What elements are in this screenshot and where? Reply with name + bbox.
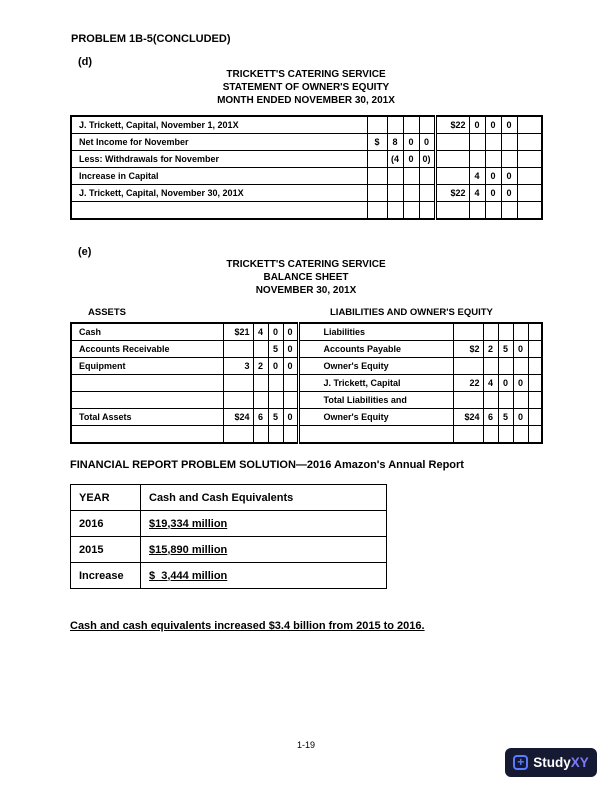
oe-amount-cell	[501, 134, 517, 151]
bs-amount-cell: 0	[268, 358, 283, 375]
bs-amount-cell	[453, 392, 483, 409]
bs-amount-cell: 6	[483, 409, 498, 426]
statement-date: NOVEMBER 30, 201X	[255, 285, 357, 296]
oe-amount-cell	[403, 168, 419, 185]
bs-asset-desc-cell: Equipment	[71, 358, 223, 375]
bs-amount-cell	[513, 358, 528, 375]
bs-amount-cell	[498, 392, 513, 409]
bs-amount-cell: 5	[268, 409, 283, 426]
oe-amount-cell: 0	[403, 134, 419, 151]
bs-amount-cell: 5	[498, 341, 513, 358]
balance-sheet-table	[70, 322, 543, 444]
oe-amount-cell: 0	[419, 134, 435, 151]
statement-title: STATEMENT OF OWNER'S EQUITY	[222, 82, 390, 93]
bs-liability-desc-cell: Total Liabilities and	[298, 392, 453, 409]
bs-amount-cell	[513, 323, 528, 341]
bs-amount-cell: $24	[453, 409, 483, 426]
value-cell	[141, 537, 387, 563]
bs-liability-desc-cell: Owner's Equity	[298, 409, 453, 426]
oe-amount-cell	[485, 202, 501, 220]
table-row	[71, 134, 542, 151]
cash-value: $19,334 million	[149, 517, 228, 530]
bs-amount-cell	[498, 426, 513, 444]
bs-amount-cell	[223, 392, 253, 409]
table-row	[71, 563, 387, 589]
oe-amount-cell: $22	[435, 116, 469, 134]
table-row	[71, 168, 542, 185]
company-name: TRICKETT'S CATERING SERVICE	[226, 259, 386, 270]
table-row	[71, 511, 387, 537]
bs-liability-desc-cell	[298, 426, 453, 444]
bs-amount-cell	[283, 426, 298, 444]
bs-asset-desc-cell	[71, 392, 223, 409]
year-cell: 2015	[71, 537, 141, 563]
financial-report-title: FINANCIAL REPORT PROBLEM SOLUTION—2016 Amazon's Annual Report	[70, 459, 464, 471]
bs-blank-cell	[528, 341, 542, 358]
bs-amount-cell: 0	[513, 341, 528, 358]
cash-value: $15,890 million	[149, 543, 228, 556]
table-row	[71, 358, 542, 375]
oe-blank-cell	[517, 185, 542, 202]
year-header-cell: YEAR	[71, 485, 141, 511]
bs-amount-cell	[223, 341, 253, 358]
bs-amount-cell: 0	[283, 409, 298, 426]
bs-blank-cell	[528, 375, 542, 392]
oe-amount-cell	[387, 185, 403, 202]
bs-amount-cell: 6	[253, 409, 268, 426]
table-row	[71, 537, 387, 563]
studyxy-logo	[505, 748, 597, 777]
oe-desc-cell	[71, 202, 367, 220]
oe-desc-cell: Increase in Capital	[71, 168, 367, 185]
bs-asset-desc-cell: Cash	[71, 323, 223, 341]
oe-amount-cell	[435, 202, 469, 220]
bs-amount-cell	[283, 392, 298, 409]
conclusion-note: Cash and cash equivalents increased $3.4 billion from 2015 to 2016.	[70, 620, 425, 632]
bs-amount-cell: 0	[283, 323, 298, 341]
bs-amount-cell	[253, 426, 268, 444]
bs-asset-desc-cell	[71, 426, 223, 444]
balance-sheet-heading	[0, 258, 612, 297]
oe-amount-cell: 4	[469, 185, 485, 202]
bs-amount-cell	[483, 426, 498, 444]
bs-amount-cell	[223, 426, 253, 444]
oe-desc-cell: J. Trickett, Capital, November 30, 201X	[71, 185, 367, 202]
assets-column-header: ASSETS	[88, 307, 127, 318]
oe-amount-cell	[435, 134, 469, 151]
page-number: 1-19	[296, 740, 315, 750]
cash-value: $ 3,444 million	[149, 569, 228, 582]
bs-liability-desc-cell: J. Trickett, Capital	[298, 375, 453, 392]
statement-period: MONTH ENDED NOVEMBER 30, 201X	[217, 95, 395, 106]
oe-amount-cell: 0	[469, 116, 485, 134]
problem-title: PROBLEM 1B-5(CONCLUDED)	[71, 33, 231, 45]
bs-amount-cell: 0	[283, 341, 298, 358]
bs-amount-cell	[453, 426, 483, 444]
oe-amount-cell	[469, 134, 485, 151]
table-row	[71, 151, 542, 168]
statement-title: BALANCE SHEET	[263, 272, 349, 283]
oe-amount-cell: $	[367, 134, 387, 151]
oe-blank-cell	[517, 134, 542, 151]
bs-asset-desc-cell	[71, 375, 223, 392]
value-cell	[141, 511, 387, 537]
oe-amount-cell	[419, 116, 435, 134]
oe-amount-cell	[435, 151, 469, 168]
bs-blank-cell	[528, 323, 542, 341]
bs-amount-cell: 0	[283, 358, 298, 375]
bs-amount-cell: 4	[253, 323, 268, 341]
bs-amount-cell	[223, 375, 253, 392]
oe-amount-cell: 0	[501, 116, 517, 134]
owners-equity-heading	[0, 68, 612, 107]
oe-amount-cell	[485, 134, 501, 151]
bs-amount-cell	[513, 392, 528, 409]
oe-blank-cell	[517, 116, 542, 134]
bs-amount-cell: 22	[453, 375, 483, 392]
oe-blank-cell	[517, 151, 542, 168]
oe-amount-cell	[469, 202, 485, 220]
oe-amount-cell	[419, 168, 435, 185]
bs-liability-desc-cell: Accounts Payable	[298, 341, 453, 358]
year-cell: Increase	[71, 563, 141, 589]
oe-amount-cell	[403, 116, 419, 134]
bs-amount-cell	[498, 323, 513, 341]
owners-equity-table	[70, 115, 543, 220]
oe-amount-cell: 0	[485, 168, 501, 185]
bs-amount-cell: 5	[268, 341, 283, 358]
oe-amount-cell	[387, 116, 403, 134]
oe-amount-cell: 0	[403, 151, 419, 168]
oe-blank-cell	[517, 202, 542, 220]
bs-amount-cell: $21	[223, 323, 253, 341]
oe-amount-cell	[367, 116, 387, 134]
oe-amount-cell	[367, 185, 387, 202]
oe-desc-cell: Less: Withdrawals for November	[71, 151, 367, 168]
part-d-label: (d)	[78, 56, 93, 68]
year-cell: 2016	[71, 511, 141, 537]
table-row	[71, 392, 542, 409]
bs-amount-cell	[268, 426, 283, 444]
table-row	[71, 185, 542, 202]
bs-amount-cell: 5	[498, 409, 513, 426]
table-row	[71, 341, 542, 358]
bs-asset-desc-cell: Accounts Receivable	[71, 341, 223, 358]
bs-amount-cell	[483, 323, 498, 341]
table-row	[71, 116, 542, 134]
bs-asset-desc-cell: Total Assets	[71, 409, 223, 426]
bs-amount-cell: 2	[483, 341, 498, 358]
oe-amount-cell: 8	[387, 134, 403, 151]
bs-amount-cell	[483, 392, 498, 409]
bs-amount-cell	[253, 375, 268, 392]
oe-amount-cell	[367, 202, 387, 220]
table-row	[71, 409, 542, 426]
bs-amount-cell	[268, 375, 283, 392]
bs-amount-cell: 4	[483, 375, 498, 392]
oe-amount-cell	[367, 151, 387, 168]
bs-amount-cell: 0	[268, 323, 283, 341]
bs-amount-cell: 2	[253, 358, 268, 375]
bs-blank-cell	[528, 409, 542, 426]
oe-amount-cell: 0)	[419, 151, 435, 168]
bs-amount-cell	[498, 358, 513, 375]
bs-amount-cell	[483, 358, 498, 375]
part-e-label: (e)	[78, 246, 92, 258]
oe-blank-cell	[517, 168, 542, 185]
oe-amount-cell	[403, 202, 419, 220]
oe-amount-cell	[419, 185, 435, 202]
bs-blank-cell	[528, 426, 542, 444]
oe-desc-cell: J. Trickett, Capital, November 1, 201X	[71, 116, 367, 134]
logo-study-text: Study	[533, 754, 571, 770]
bs-amount-cell: $2	[453, 341, 483, 358]
bs-amount-cell	[453, 358, 483, 375]
bs-amount-cell: 0	[513, 409, 528, 426]
table-header-row	[71, 485, 387, 511]
oe-amount-cell: 0	[485, 185, 501, 202]
oe-amount-cell: 0	[485, 116, 501, 134]
bs-amount-cell	[513, 426, 528, 444]
bs-blank-cell	[528, 392, 542, 409]
oe-amount-cell: 4	[469, 168, 485, 185]
plus-icon: +	[513, 755, 528, 770]
oe-amount-cell: 0	[501, 185, 517, 202]
value-cell	[141, 563, 387, 589]
oe-desc-cell: Net Income for November	[71, 134, 367, 151]
bs-amount-cell	[453, 323, 483, 341]
oe-amount-cell	[387, 168, 403, 185]
bs-amount-cell	[253, 341, 268, 358]
bs-liability-desc-cell: Liabilities	[298, 323, 453, 341]
bs-amount-cell	[283, 375, 298, 392]
bs-amount-cell	[268, 392, 283, 409]
logo-text	[533, 754, 589, 772]
table-row	[71, 202, 542, 220]
oe-amount-cell	[501, 151, 517, 168]
oe-amount-cell	[419, 202, 435, 220]
cash-header-cell: Cash and Cash Equivalents	[141, 485, 387, 511]
amazon-cash-table	[70, 484, 387, 589]
liabilities-column-header: LIABILITIES AND OWNER'S EQUITY	[330, 307, 493, 318]
oe-amount-cell: $22	[435, 185, 469, 202]
table-row	[71, 323, 542, 341]
oe-amount-cell	[469, 151, 485, 168]
bs-amount-cell	[253, 392, 268, 409]
bs-liability-desc-cell: Owner's Equity	[298, 358, 453, 375]
oe-amount-cell: (4	[387, 151, 403, 168]
bs-amount-cell: 3	[223, 358, 253, 375]
bs-blank-cell	[528, 358, 542, 375]
logo-xy-text: XY	[570, 754, 589, 770]
company-name: TRICKETT'S CATERING SERVICE	[226, 69, 386, 80]
bs-amount-cell: 0	[498, 375, 513, 392]
oe-amount-cell	[435, 168, 469, 185]
table-row	[71, 426, 542, 444]
oe-amount-cell	[501, 202, 517, 220]
oe-amount-cell	[403, 185, 419, 202]
bs-amount-cell: 0	[513, 375, 528, 392]
oe-amount-cell	[387, 202, 403, 220]
table-row	[71, 375, 542, 392]
oe-amount-cell	[485, 151, 501, 168]
oe-amount-cell	[367, 168, 387, 185]
oe-amount-cell: 0	[501, 168, 517, 185]
bs-amount-cell: $24	[223, 409, 253, 426]
